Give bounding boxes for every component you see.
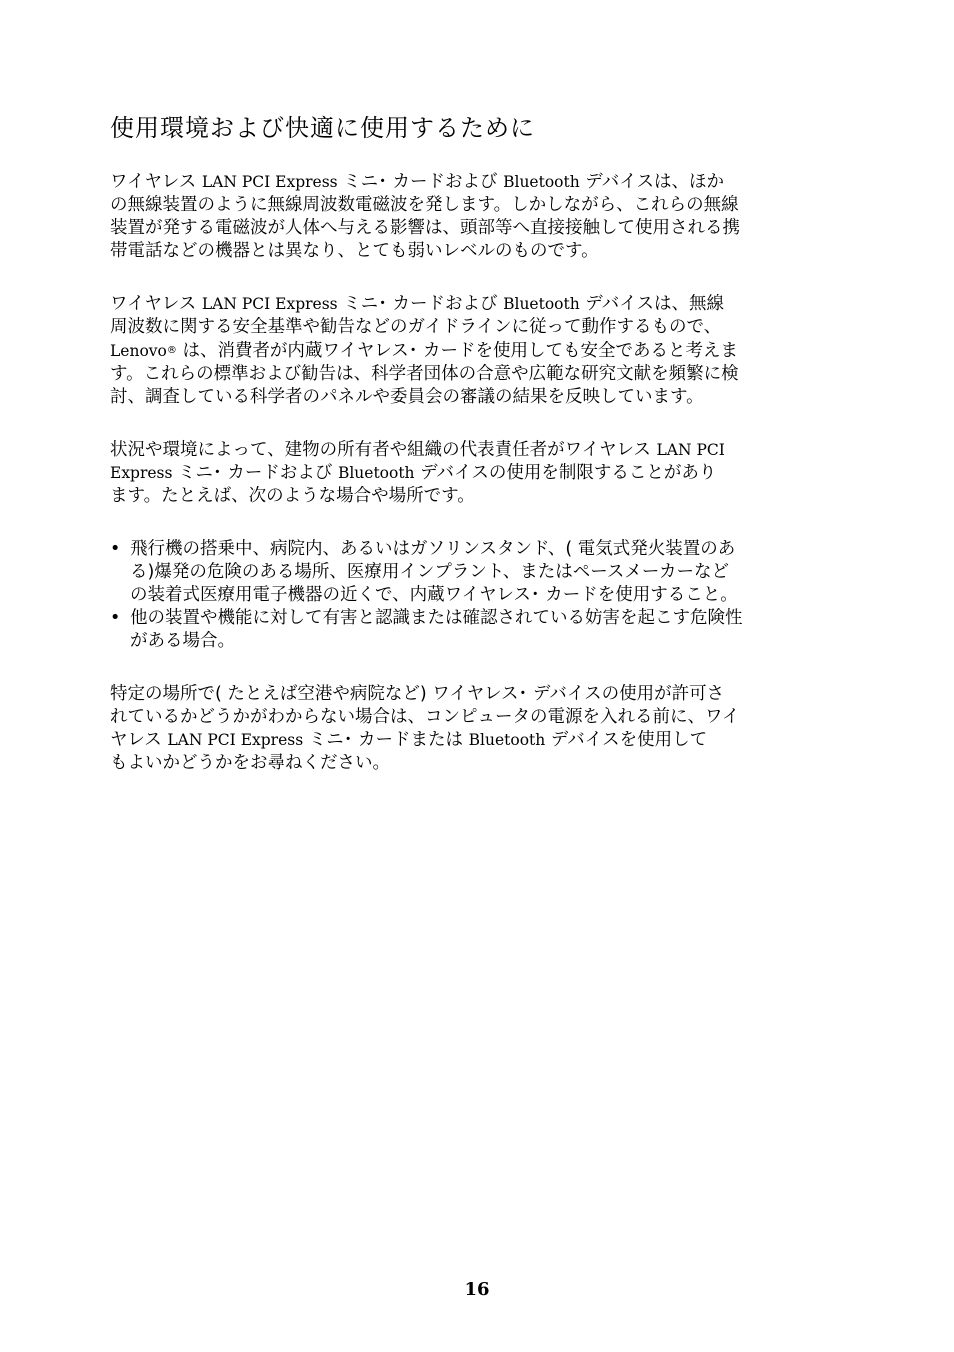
text-line: る)爆発の危険のある場所、医療用インプラント、またはペースメーカーなど	[130, 562, 730, 582]
paragraph-restrictions	[110, 439, 848, 508]
section-title: 使用環境および快適に使用するために	[110, 114, 535, 142]
paragraph-radio-emissions	[110, 171, 848, 263]
text-line: 状況や環境によって、建物の所有者や組織の代表責任者がワイヤレス LAN PCI	[110, 440, 725, 460]
text-line: 装置が発する電磁波が人体へ与える影響は、頭部等へ直接接触して使用される携	[110, 218, 740, 238]
text-line: 他の装置や機能に対して有害と認識または確認されている妨害を起こす危険性	[130, 608, 743, 628]
text-line: ヤレス LAN PCI Express ミニ･ カードまたは Bluetooth デバイスを使用して	[110, 730, 708, 750]
bullet-list	[110, 538, 848, 653]
list-item	[110, 607, 848, 653]
text-line: す。これらの標準および勧告は、科学者団体の合意や広範な研究文献を頻繁に検	[110, 364, 739, 384]
bullet-icon: •	[110, 608, 121, 628]
text-line: ます。たとえば、次のような場合や場所です。	[110, 486, 475, 506]
text-line: 飛行機の搭乗中、病院内、あるいはガソリンスタンド、( 電気式発火装置のあ	[130, 539, 736, 559]
text-line: 帯電話などの機器とは異なり、とても弱いレベルのものです。	[110, 241, 599, 261]
text-line: もよいかどうかをお尋ねください。	[110, 753, 390, 773]
text-line: Lenovo® は、消費者が内蔵ワイヤレス･ カードを使用しても安全であると考えま	[110, 341, 739, 361]
text-line: 討、調査している科学者のパネルや委員会の審議の結果を反映しています。	[110, 387, 704, 407]
text-line: 特定の場所で( たとえば空港や病院など) ワイヤレス･ デバイスの使用が許可さ	[110, 684, 725, 704]
text-line: 周波数に関する安全基準や勧告などのガイドラインに従って動作するもので、	[110, 317, 722, 337]
paragraph-safety-standards	[110, 293, 848, 409]
text-line: ワイヤレス LAN PCI Express ミニ･ カードおよび Bluetooth デバイスは、ほか	[110, 172, 725, 192]
list-item	[110, 538, 848, 607]
text-line: の無線装置のように無線周波数電磁波を発します。しかしながら、これらの無線	[110, 195, 739, 215]
text-line: Express ミニ･ カードおよび Bluetooth デバイスの使用を制限することがあり	[110, 463, 717, 483]
paragraph-ask-permission	[110, 683, 848, 775]
text-line: ワイヤレス LAN PCI Express ミニ･ カードおよび Bluetooth デバイスは、無線	[110, 294, 725, 314]
text-line: がある場合。	[130, 631, 235, 651]
text-line: れているかどうかがわからない場合は、コンピュータの電源を入れる前に、ワイ	[110, 707, 740, 727]
brand-name: Lenovo	[110, 342, 167, 360]
text-line: の装着式医療用電子機器の近くで、内蔵ワイヤレス･ カードを使用すること。	[130, 585, 738, 605]
body-content	[110, 171, 848, 805]
registered-mark: ®	[166, 345, 177, 356]
page-number: 16	[464, 1279, 490, 1300]
bullet-icon: •	[110, 539, 121, 559]
